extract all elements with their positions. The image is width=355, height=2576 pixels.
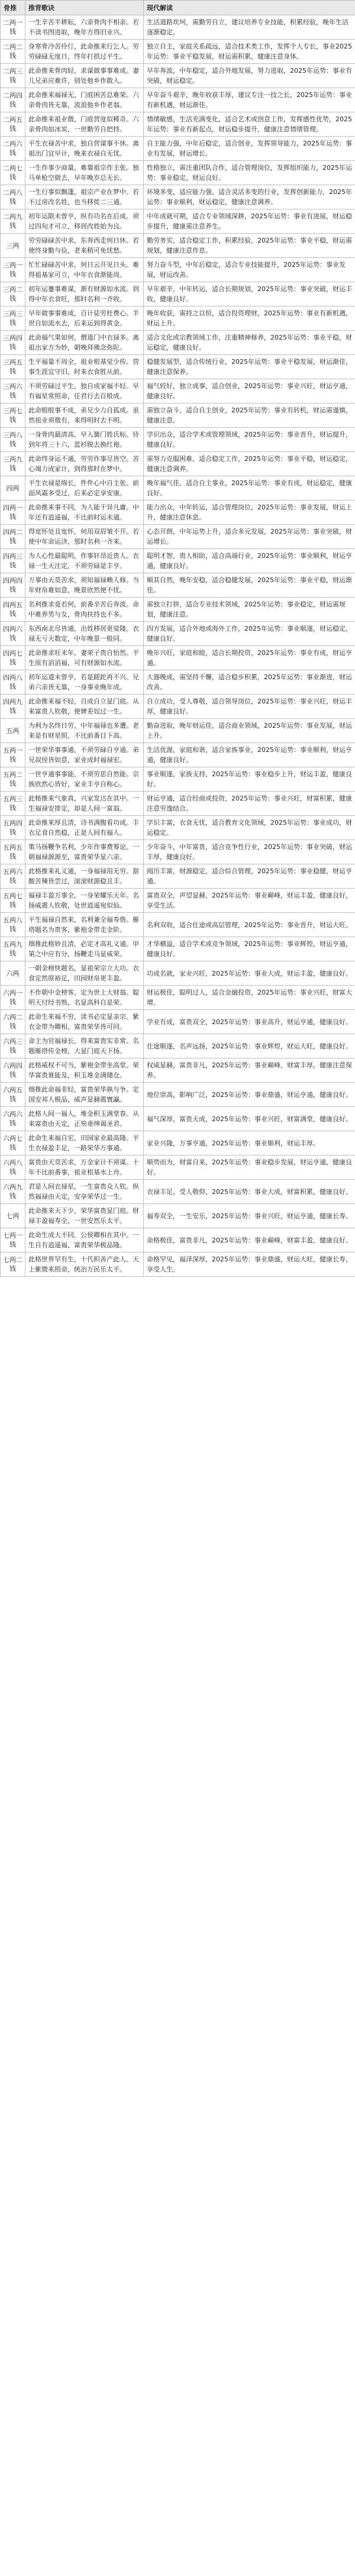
bone-weight-cell: 二两二钱 xyxy=(1,40,25,64)
modern-reading-cell: 晚年福气佳，适合自主事业，2025年运势：事业有成，财运稳定，健康良好。 xyxy=(144,476,355,501)
bone-weight-cell: 四两一钱 xyxy=(1,501,25,525)
modern-reading-cell: 需努力克服困难，适合稳定工作，2025年运势：事业平稳，财运稳定，健康注意调养。 xyxy=(144,452,355,476)
table-row xyxy=(1,549,355,573)
table-row xyxy=(1,379,355,403)
bone-weight-cell: 七两一钱 xyxy=(1,1228,25,1253)
bone-weight-cell: 六两九钱 xyxy=(1,1180,25,1204)
table-row xyxy=(1,452,355,476)
verse-cell: 此命推来事不同，为人能干异凡庸。中年还有逍遥福，不比前时运未通。 xyxy=(25,501,144,525)
table-header-row xyxy=(1,1,355,15)
verse-cell: 此命推来福禄无，门庭困苦总难荣。六亲骨肉皆无靠，流浪他乡作老翁。 xyxy=(25,88,144,112)
bone-weight-cell: 五两一钱 xyxy=(1,743,25,767)
verse-cell: 平生衣禄苦中求，独自营谋事不休。离祖出门宜早计，晚来衣禄自无忧。 xyxy=(25,137,144,161)
bone-weight-cell: 六两二钱 xyxy=(1,1010,25,1034)
verse-cell: 劳劳碌碌苦中求，东奔西走何日休。若使终身勤与俭，老来稍可免忧愁。 xyxy=(25,234,144,258)
verse-cell: 此格推来气象真，兴家发达在其中。一生福禄安排定，却是人间一富翁。 xyxy=(25,792,144,816)
modern-reading-cell: 四方发展，适合外地或海外工作，2025年运势：事业顺遂，财运稳定，健康良好。 xyxy=(144,622,355,646)
verse-cell: 福禄丰盈万事全，一身荣耀乐天年。名扬威震人钦敬，处世逍遥宛似仙。 xyxy=(25,889,144,913)
verse-cell: 东西南北尽皆通，出姓移居更觉隆。衣禄无亏天数定，中年晚景一般同。 xyxy=(25,622,144,646)
verse-cell: 富贵由天莫苦求，万金家计不须谋。十年不比前番事，祖业根基水上舟。 xyxy=(25,1155,144,1180)
modern-reading-cell: 大器晚成，需坚持不懈，适合稳步积累，2025年运势：事业渐进，财运改善。 xyxy=(144,670,355,695)
modern-reading-cell: 财运亨通，适合经商或投资，2025年运势：事业兴旺，财富积累，健康注意劳逸结合。 xyxy=(144,792,355,816)
modern-reading-cell: 学识丰富，衣食无忧，适合教育文化领域，2025年运势：事业成功，财运稳定。 xyxy=(144,816,355,840)
table-row xyxy=(1,1010,355,1034)
table-row xyxy=(1,573,355,598)
table-row xyxy=(1,112,355,137)
verse-cell: 得宽怀处且宽怀，何用双眉皱不开。若使中年命运济，那时名利一齐来。 xyxy=(25,525,144,549)
bone-weight-cell: 六两五钱 xyxy=(1,1083,25,1107)
modern-reading-cell: 福气较好，独立成事，适合创业，2025年运势：事业兴旺，财运亨通，健康良好。 xyxy=(144,379,355,403)
bone-weight-cell: 六两 xyxy=(1,961,25,986)
verse-cell: 细推此命福非轻，富贵荣华孰与争。定国安邦人极品，威声显赫震寰瀛。 xyxy=(25,1083,144,1107)
verse-cell: 此命生来福自宏，田园家业最高隆。平生衣禄盈丰足，一路荣华万事通。 xyxy=(25,1131,144,1155)
modern-reading-cell: 阅历丰富，财源稳定，适合综合管理，2025年运势：事业稳健，财运亨通。 xyxy=(144,864,355,889)
modern-reading-cell: 自主能力强，中年后稳定，适合创业，发挥领导能力，2025年运势：事业有发展，财运增长。 xyxy=(144,137,355,161)
modern-reading-cell: 早年奔波，中年稳定，适合外地发展，努力进取，2025年运势：事业有突破，财运稳定。 xyxy=(144,64,355,88)
bone-weight-cell: 四两七钱 xyxy=(1,646,25,670)
table-row xyxy=(1,695,355,719)
bone-weight-cell: 二两九钱 xyxy=(1,209,25,234)
modern-reading-cell: 顺势而为，财富自来，2025年运势：事业稳步发展，财运亨通，健康良好。 xyxy=(144,1155,355,1180)
bone-weight-cell: 五两八钱 xyxy=(1,913,25,937)
table-row xyxy=(1,282,355,306)
table-row xyxy=(1,767,355,792)
table-row xyxy=(1,961,355,986)
bone-weight-cell: 三两四钱 xyxy=(1,331,25,355)
verse-cell: 忙忙碌碌苦中求，何日云开见日头。难得祖基家可立，中年衣食渐能周。 xyxy=(25,258,144,282)
verse-cell: 生平福量不周全，祖业根基觉少传。营事生涯宜守旧，时来衣食胜从前。 xyxy=(25,355,144,379)
verse-cell: 一世荣华事事通，不须劳碌自亨通。弟兄叔侄皆如意，家业成时福禄宏。 xyxy=(25,743,144,767)
bone-weight-cell: 七两二钱 xyxy=(1,1253,25,1277)
table-row xyxy=(1,428,355,452)
verse-cell: 不作朝中金榜客，定为世上大财翁。聪明天付经书熟，名显高科自是荣。 xyxy=(25,986,144,1010)
modern-reading-cell: 独立自主，家庭关系疏远，适合技术类工作，发挥个人专长，事业2025年运势：事业平稳发展，财运需积累，健康注意身体。 xyxy=(144,40,355,64)
table-row xyxy=(1,40,355,64)
verse-cell: 此命推来厚且清，诗书满腹看功成。丰衣足食自然稳，正是人间有福人。 xyxy=(25,816,144,840)
table-row xyxy=(1,646,355,670)
bone-weight-cell: 三两八钱 xyxy=(1,428,25,452)
table-row xyxy=(1,1228,355,1253)
table-row xyxy=(1,1155,355,1180)
bone-weight-cell: 五两七钱 xyxy=(1,889,25,913)
modern-reading-cell: 命格罕见，福泽深厚，2025年运势：事业鼎盛，财运大旺，健康长寿，享受人生。 xyxy=(144,1253,355,1277)
verse-cell: 为利为名终日劳，中年福禄也多遭。老来是有财星照，不比前番目下高。 xyxy=(25,719,144,743)
bone-weight-cell: 四两二钱 xyxy=(1,525,25,549)
modern-reading-cell: 福气深厚，富贵天成，2025年运势：事业兴旺，财富满堂，健康良好。 xyxy=(144,1107,355,1131)
bone-weight-cell: 四两四钱 xyxy=(1,573,25,598)
bone-weight-cell: 五两四钱 xyxy=(1,816,25,840)
table-row xyxy=(1,622,355,646)
bone-weight-cell: 二两五钱 xyxy=(1,112,25,137)
verse-cell: 平生福禄自然来，名利兼全福寿偕。雁塔题名为贵客，紫袍金带走金阶。 xyxy=(25,913,144,937)
bone-weight-cell: 六两三钱 xyxy=(1,1034,25,1058)
verse-cell: 细推此格妙且清，必定才高礼义通。甲第之中应有分，扬鞭走马显威荣。 xyxy=(25,937,144,961)
verse-cell: 平生衣禄是绵长，件件心中自主张。前面风霜多受过，后来必定享安康。 xyxy=(25,476,144,501)
modern-reading-cell: 聪明才智，贵人相助，适合高端行业，2025年运势：事业顺利，财运亨通，健康良好。 xyxy=(144,549,355,573)
table-row xyxy=(1,185,355,209)
table-row xyxy=(1,1083,355,1107)
modern-reading-cell: 晚年兴旺，家庭和睦，适合长期投资，2025年运势：事业有成，财运亨通。 xyxy=(144,646,355,670)
verse-cell: 一世亨通事事能，不须劳思自然能。宗族欣然心皆好，家业丰亨自称心。 xyxy=(25,767,144,792)
table-row xyxy=(1,1204,355,1228)
bone-weight-cell: 四两六钱 xyxy=(1,622,25,646)
bone-weight-cell: 二两八钱 xyxy=(1,185,25,209)
bone-weight-cell: 三两五钱 xyxy=(1,355,25,379)
modern-reading-cell: 才华横溢，适合学术或竞争领域，2025年运势：事业辉煌，财运亨通，健康良好。 xyxy=(144,937,355,961)
bone-weight-cell: 六两七钱 xyxy=(1,1131,25,1155)
verse-cell: 此命生成大不同，公侯卿相在其中。一生自有逍遥福，富贵荣华极品隆。 xyxy=(25,1228,144,1253)
table-row xyxy=(1,234,355,258)
table-row xyxy=(1,1058,355,1083)
verse-cell: 策马扬鞭争名利，少年作事费筹论。一朝福禄源源至，富贵荣华显六亲。 xyxy=(25,840,144,864)
verse-cell: 初年运限未曾亨，纵有功名在后成。须过四旬才可立，移居改姓始为良。 xyxy=(25,209,144,234)
table-row xyxy=(1,64,355,88)
modern-reading-cell: 努力奋斗型，中年后稳定，适合专业技能提升，2025年运势：事业发展，财运改善。 xyxy=(144,258,355,282)
modern-reading-cell: 地位崇高，影响广泛，2025年运势：事业鼎盛，财运亨通，健康良好。 xyxy=(144,1083,355,1107)
modern-reading-cell: 名利双收，适合仕途或高层管理，2025年运势：事业晋升，财运大旺。 xyxy=(144,913,355,937)
table-row xyxy=(1,840,355,864)
bone-weight-cell: 四两五钱 xyxy=(1,598,25,622)
table-row xyxy=(1,1180,355,1204)
verse-cell: 初年运蹇事难谋，渐有财源如水流。到得中年衣食旺，那时名利一齐收。 xyxy=(25,282,144,306)
modern-reading-cell: 福寿双全，一生安乐，2025年运势：事业兴旺，财运亨通，健康长寿。 xyxy=(144,1204,355,1228)
modern-reading-cell: 顺其自然，晚年安稳，适合稳健发展，2025年运势：事业平稳，财运渐佳。 xyxy=(144,573,355,598)
modern-reading-cell: 早年艰辛，中年转运，适合长期规划，2025年运势：事业突破，财运丰收，健康良好。 xyxy=(144,282,355,306)
table-row xyxy=(1,258,355,282)
bone-weight-cell: 六两一钱 xyxy=(1,986,25,1010)
verse-cell: 一身骨肉最清高，早入簧门姓氏标。待到年将三十六，蓝衫脱去换红袍。 xyxy=(25,428,144,452)
table-row xyxy=(1,1107,355,1131)
bone-weight-cell: 三两六钱 xyxy=(1,379,25,403)
modern-reading-cell: 命格极佳，富贵非凡，2025年运势：事业巅峰，财富丰盈，健康良好。 xyxy=(144,1228,355,1253)
verse-cell: 此命推来祖业微，门庭营度似稀奇。六亲骨肉如冰炭，一世勤劳自把持。 xyxy=(25,112,144,137)
modern-reading-cell: 需独立打拼，适合专业技术领域，2025年运势：事业稳定，财运需规划，健康注意。 xyxy=(144,598,355,622)
table-row xyxy=(1,476,355,501)
verse-cell: 此命终身运不通，劳劳作事尽皆空。苦心竭力成家计，到得那时在梦中。 xyxy=(25,452,144,476)
table-row xyxy=(1,161,355,185)
header-verse: 推背歌诀 xyxy=(25,1,144,15)
bone-weight-cell: 三两七钱 xyxy=(1,403,25,428)
bone-weight-table xyxy=(0,0,355,1277)
modern-reading-cell: 事业顺遂，家族支持，2025年运势：事业稳步上升，财运丰盈，健康良好。 xyxy=(144,767,355,792)
modern-reading-cell: 勤劳务实，适合稳定工作，积累经验，2025年运势：事业平稳，财运需规划，健康注意作息。 xyxy=(144,234,355,258)
verse-cell: 此格世界罕有生，十代积善产此人。天上紫微来照命，统治万民乐太平。 xyxy=(25,1253,144,1277)
bone-weight-cell: 四两八钱 xyxy=(1,670,25,695)
modern-reading-cell: 中年成就可期，适合专业领域深耕，2025年运势：事业有进展，财运稳步提升，健康需注意养生。 xyxy=(144,209,355,234)
verse-cell: 此命推来天下少，荣华富贵显门庭。财禄丰盈福寿全，一世安然乐太平。 xyxy=(25,1204,144,1228)
verse-cell: 万事由天莫苦求，须知福禄赖人修。当年财帛难如意，晚景欣然便不忧。 xyxy=(25,573,144,598)
verse-cell: 一生行事似飘蓬，祖宗产业在梦中。若不过房改名姓，也当移徙二三通。 xyxy=(25,185,144,209)
modern-reading-cell: 少年奋斗，中年富贵，适合竞争性行业，2025年运势：事业突破，财运丰厚，健康良好。 xyxy=(144,840,355,864)
table-row xyxy=(1,670,355,695)
bone-weight-cell: 三两三钱 xyxy=(1,306,25,331)
table-row xyxy=(1,403,355,428)
table-row xyxy=(1,986,355,1010)
table-row xyxy=(1,719,355,743)
verse-cell: 一朝金榜快题名，显祖荣宗立大功。衣食定然原裕足，田园财帛更丰盈。 xyxy=(25,961,144,986)
modern-reading-cell: 财运极佳，聪明过人，适合金融投资，2025年运势：事业兴旺，财富大增。 xyxy=(144,986,355,1010)
bone-weight-cell: 三两二钱 xyxy=(1,282,25,306)
table-row xyxy=(1,913,355,937)
verse-cell: 名利推求竟若何，前番辛苦后奔波。命中难养男与女，骨肉扶持也不多。 xyxy=(25,598,144,622)
verse-cell: 君是人间衣禄星，一生富贵众人钦。纵然福禄由天定，安享荣华过一生。 xyxy=(25,1180,144,1204)
verse-cell: 初年运道未曾亨，若是蹉跎再不兴。兄弟六亲皆无靠，一身事业晚年成。 xyxy=(25,670,144,695)
modern-reading-cell: 家业兴隆，万事亨通，2025年运势：事业顺利，财运丰厚。 xyxy=(144,1131,355,1155)
verse-cell: 此命推求旺末年，妻荣子贵自怡然。平生原有滔滔福，可有财源如水流。 xyxy=(25,646,144,670)
verse-cell: 早年做事事难成，百计徒劳枉费心。半世自如流水去，后来运到得黄金。 xyxy=(25,306,144,331)
modern-reading-cell: 学业有成，富贵双全，2025年运势：事业高升，财运亨通，健康良好。 xyxy=(144,1010,355,1034)
table-row xyxy=(1,209,355,234)
bone-weight-cell: 五两九钱 xyxy=(1,937,25,961)
table-row xyxy=(1,15,355,40)
modern-reading-cell: 勤奋进取，晚年财运佳，适合商业领域，2025年运势：事业发展，财运上升。 xyxy=(144,719,355,743)
bone-weight-cell: 二两七钱 xyxy=(1,161,25,185)
modern-reading-cell: 早年奋斗艰辛，晚年收获丰厚，建议专注一技之长，2025年运势：事业有新机遇，财运渐佳。 xyxy=(144,88,355,112)
modern-reading-cell: 生活优渥，家庭和谐，适合家族事业，2025年运势：事业顺利，财运亨通，健康良好。 xyxy=(144,743,355,767)
bone-weight-cell: 三两一钱 xyxy=(1,258,25,282)
table-row xyxy=(1,137,355,161)
verse-cell: 为人心性最聪明，作事轩昂近贵人。衣禄一生天注定，不须劳碌是丰亨。 xyxy=(25,549,144,573)
modern-reading-cell: 能力出众，中年转运，适合管理岗位，2025年运势：事业发展，财运上升，健康注意休息。 xyxy=(144,501,355,525)
bone-weight-cell: 三两 xyxy=(1,234,25,258)
table-row xyxy=(1,501,355,525)
table-row xyxy=(1,306,355,331)
table-row xyxy=(1,355,355,379)
modern-reading-cell: 富贵双全，声望显赫，2025年运势：事业巅峰，财运丰盈，健康良好，享受生活。 xyxy=(144,889,355,913)
table-row xyxy=(1,792,355,816)
bone-weight-cell: 六两八钱 xyxy=(1,1155,25,1180)
modern-reading-cell: 环境多变，适应能力强，适合灵活多变的行业，发挥创新能力，2025年运势：事业顺利，财运稳定，健康注意调养。 xyxy=(144,185,355,209)
verse-cell: 此命推来福不轻，自成自立显门庭。从来富贵人钦敬，使婢差奴过一生。 xyxy=(25,695,144,719)
modern-reading-cell: 自立成功，受人尊敬，适合领导岗位，2025年运势：事业兴旺，财运丰厚，健康良好。 xyxy=(144,695,355,719)
modern-reading-cell: 功成名就，家业兴旺，2025年运势：事业大成，财运丰盈，健康良好。 xyxy=(144,961,355,986)
bone-weight-cell: 四两 xyxy=(1,476,25,501)
modern-reading-cell: 性格独立，需注重团队合作，适合管理岗位，发挥组织能力，2025年运势：事业稳定，财运良好。 xyxy=(144,161,355,185)
bone-weight-cell: 五两二钱 xyxy=(1,767,25,792)
table-row xyxy=(1,937,355,961)
verse-cell: 此命推来骨肉轻，求谋做事事难成。妻儿兄弟应难许，别处他乡作散人。 xyxy=(25,64,144,88)
table-row xyxy=(1,598,355,622)
verse-cell: 此命福气果如何，僧道门中衣禄多。离祖出家方为妙，朝晚拜佛念弥陀。 xyxy=(25,331,144,355)
verse-cell: 此格推来礼义通，一身福禄用无穷。甜酸苦辣皆尝过，滚滚财源稳且丰。 xyxy=(25,864,144,889)
bone-weight-cell: 五两 xyxy=(1,719,25,743)
table-row xyxy=(1,88,355,112)
bone-weight-cell: 四两三钱 xyxy=(1,549,25,573)
header-bone-weight: 骨推 xyxy=(1,1,25,15)
bone-weight-cell: 二两一钱 xyxy=(1,15,25,40)
table-row xyxy=(1,331,355,355)
verse-cell: 一生作事少商量，难靠祖宗作主张。独马单枪空做去，早年晚岁总无长。 xyxy=(25,161,144,185)
bone-weight-cell: 六两四钱 xyxy=(1,1058,25,1083)
bone-weight-cell: 二两三钱 xyxy=(1,64,25,88)
table-row xyxy=(1,1131,355,1155)
table-row xyxy=(1,889,355,913)
verse-cell: 此格人间一福人，堆金积玉满堂春。从来富贵由天定，正笏垂绅谒圣君。 xyxy=(25,1107,144,1131)
bone-weight-cell: 六两六钱 xyxy=(1,1107,25,1131)
bone-weight-cell: 五两五钱 xyxy=(1,840,25,864)
bone-weight-cell: 二两四钱 xyxy=(1,88,25,112)
bone-weight-cell: 二两六钱 xyxy=(1,137,25,161)
table-row xyxy=(1,1034,355,1058)
modern-reading-cell: 仕途顺遂，名声远扬，2025年运势：事业辉煌，财运大旺，健康良好。 xyxy=(144,1034,355,1058)
table-row xyxy=(1,816,355,840)
bone-weight-cell: 三两九钱 xyxy=(1,452,25,476)
modern-reading-cell: 衣禄丰足，受人敬仰，2025年运势：事业大成，财富积累，健康良好。 xyxy=(144,1180,355,1204)
modern-reading-cell: 稳健发展型，适合传统行业，2025年运势：事业平稳发展，财运渐佳，健康注意保养。 xyxy=(144,355,355,379)
verse-cell: 一生辛苦半耕耘，六亲骨肉不相亲。若不读书图进取，晚年方得旧业兴。 xyxy=(25,15,144,40)
modern-reading-cell: 情绪敏感，生活充满变化，适合艺术或创意工作，发挥感性优势，2025年运势：事业有新起点，财运稳步提升，健康注意情绪管理。 xyxy=(144,112,355,137)
modern-reading-cell: 适合文化或宗教领域工作，注重精神修养，2025年运势：事业平稳，财运稳定，健康良好。 xyxy=(144,331,355,355)
bone-weight-cell: 七两 xyxy=(1,1204,25,1228)
modern-reading-cell: 学识出众，适合学术或管理领域，2025年运势：事业晋升，财运提升，健康良好。 xyxy=(144,428,355,452)
table-row xyxy=(1,525,355,549)
modern-reading-cell: 生活道路坎坷，需勤劳自立，建议培养专业技能，积累经验，晚年生活逐渐稳定。 xyxy=(144,15,355,40)
verse-cell: 此格威权不可当，紫袍金带坐高堂。荣华富贵谁能及，积玉堆金满储仓。 xyxy=(25,1058,144,1083)
modern-reading-cell: 需独立奋斗，适合自主创业，2025年运势：事业有转机，财运需谨慎，健康注意。 xyxy=(144,403,355,428)
header-modern-reading: 现代解读 xyxy=(144,1,355,15)
verse-cell: 命主为官福禄长，得来富贵实非常。名题雁塔传金榜，大显门庭天下扬。 xyxy=(25,1034,144,1058)
modern-reading-cell: 权威显赫，富贵非凡，2025年运势：事业巅峰，财富丰厚，健康注意保养。 xyxy=(144,1058,355,1083)
verse-cell: 此命生来福不穷，读书必定显亲宗。紫衣金带为卿相，富贵荣华皆可同。 xyxy=(25,1010,144,1034)
verse-cell: 此命般般事不成，弟兄少力自孤成。虽然祖业须微有，来得明时去不明。 xyxy=(25,403,144,428)
table-row xyxy=(1,864,355,889)
bone-weight-cell: 五两三钱 xyxy=(1,792,25,816)
bone-weight-cell: 五两六钱 xyxy=(1,864,25,889)
table-row xyxy=(1,743,355,767)
modern-reading-cell: 心态开朗，中年运势上升，适合多元发展，2025年运势：事业突破，财运增长。 xyxy=(144,525,355,549)
verse-cell: 身寒骨冷苦伶仃，此命推来行乞人。劳劳碌碌无度日，终年打拱过平生。 xyxy=(25,40,144,64)
verse-cell: 不须劳碌过平生，独自成家福不轻。早有福星常照命，任君行去百般成。 xyxy=(25,379,144,403)
modern-reading-cell: 晚年收获，需持之以恒，适合投资理财，2025年运势：事业有新机遇，财运上升。 xyxy=(144,306,355,331)
bone-weight-cell: 四两九钱 xyxy=(1,695,25,719)
table-row xyxy=(1,1253,355,1277)
